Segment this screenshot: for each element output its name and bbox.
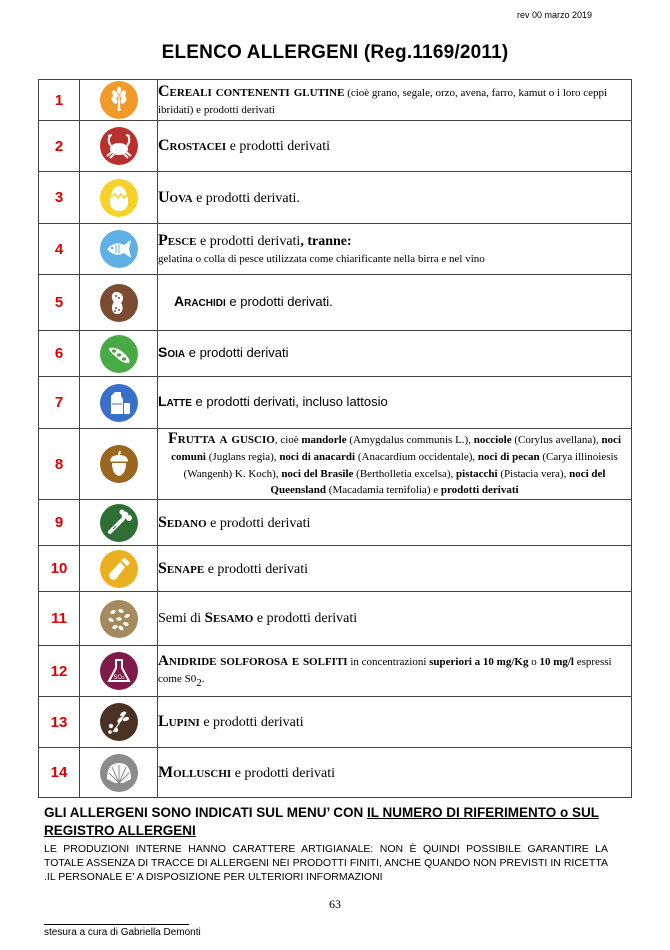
allergen-row-9 xyxy=(39,500,632,546)
revision-label: rev 00 marzo 2019 xyxy=(516,10,592,20)
allergen-description: Sedano e prodotti derivati xyxy=(158,500,632,546)
allergen-description: Latte e prodotti derivati, incluso lattosio xyxy=(158,377,632,429)
allergen-description: Molluschi e prodotti derivati xyxy=(158,748,632,798)
allergen-description: Senape e prodotti derivati xyxy=(158,546,632,592)
allergen-row-10 xyxy=(39,546,632,592)
allergen-row-4 xyxy=(39,224,632,275)
flask-icon xyxy=(99,651,139,691)
allergen-number: 8 xyxy=(39,429,80,500)
allergen-row-14 xyxy=(39,748,632,798)
lupin-icon xyxy=(99,702,139,742)
shell-icon xyxy=(99,753,139,793)
allergen-number: 1 xyxy=(39,80,80,121)
allergen-number: 10 xyxy=(39,546,80,592)
allergen-number: 12 xyxy=(39,646,80,697)
allergen-description: Lupini e prodotti derivati xyxy=(158,697,632,748)
allergen-row-8 xyxy=(39,429,632,500)
allergen-number: 11 xyxy=(39,592,80,646)
page-title: ELENCO ALLERGENI (Reg.1169/2011) xyxy=(161,42,509,63)
acorn-icon xyxy=(99,444,139,484)
allergen-row-3 xyxy=(39,172,632,224)
sulfite-detail: in concentrazioni superiori a 10 mg/Kg o 10 mg/l espressi come S0 xyxy=(158,656,612,686)
celery-icon xyxy=(99,503,139,543)
allergen-row-12 xyxy=(39,646,632,697)
allergen-number: 9 xyxy=(39,500,80,546)
allergen-row-11 xyxy=(39,592,632,646)
sesame-icon xyxy=(99,599,139,639)
mustard-icon xyxy=(99,549,139,589)
footer-disclaimer: LE PRODUZIONI INTERNE HANNO CARATTERE ARTIGIANALE: NON È QUINDI POSSIBILE GARANTIRE LA TOTALE ASSENZA DI TRACCE DI ALLERGENI NEI PRODOTTI FINITI, ANCHE QUANDO NON PREVISTI IN RICETTA .IL PERSONALE E’ A DISPOSIZIONE PER ULTERIORI INFORMAZIONI xyxy=(44,843,608,883)
allergen-description: Frutta a guscio, cioè mandorle (Amygdalus communis L.), nocciole (Corylus avellana), noci comuni (Juglans regia), noci di anacardi (Anacardium occidentale), noci di pecan (Carya illinoiesis (Wangenh) K. Koch), noci del Brasile (Bertholletia excelsa), pistacchi (Pistacia vera), noci del Queensland (Macadamia ternifolia) e prodotti derivati xyxy=(158,429,632,500)
soy-icon xyxy=(99,334,139,374)
allergen-number: 7 xyxy=(39,377,80,429)
milk-icon xyxy=(99,383,139,423)
allergen-number: 13 xyxy=(39,697,80,748)
page-number: 63 xyxy=(329,897,341,911)
fish-icon xyxy=(99,229,139,269)
allergen-table xyxy=(38,79,632,798)
allergen-number: 3 xyxy=(39,172,80,224)
allergen-description: Pesce e prodotti derivati, tranne: gelatina o colla di pesce utilizzata come chiarificante nella birra e nel vino xyxy=(158,224,632,275)
allergen-description: Cereali contenenti glutine (cioè grano, segale, orzo, avena, farro, kamut o i loro ceppi ibridati) e prodotti derivati xyxy=(158,80,632,121)
svg-text:SO₂: SO₂ xyxy=(113,674,124,682)
peanut-icon xyxy=(99,283,139,323)
allergen-number: 14 xyxy=(39,748,80,798)
egg-icon xyxy=(99,178,139,218)
nut-list: , cioè mandorle (Amygdalus communis L.), nocciole (Corylus avellana), noci comuni (Juglans regia), noci di anacardi (Anacardium occidentale), noci di pecan (Carya illinoiesis (Wangenh) K. Koch), noci del Brasile (Bertholletia excelsa), pistacchi (Pistacia vera), noci del Queensland (Macadamia ternifolia) e prodotti derivati xyxy=(171,434,621,497)
allergen-row-13 xyxy=(39,697,632,748)
footer-title: GLI ALLERGENI SONO INDICATI SUL MENU’ CON IL NUMERO DI RIFERIMENTO o SUL REGISTRO ALLERGENI xyxy=(44,805,600,838)
signature-divider xyxy=(44,924,189,925)
allergen-description: Arachidi e prodotti derivati. xyxy=(158,275,632,331)
crab-icon xyxy=(99,126,139,166)
allergen-number: 2 xyxy=(39,121,80,172)
allergen-row-2 xyxy=(39,121,632,172)
wheat-icon xyxy=(99,80,139,120)
allergen-number: 6 xyxy=(39,331,80,377)
allergen-row-5 xyxy=(39,275,632,331)
allergen-row-1 xyxy=(39,80,632,121)
allergen-description: Crostacei e prodotti derivati xyxy=(158,121,632,172)
allergen-description: Uova e prodotti derivati. xyxy=(158,172,632,224)
allergen-description: Anidride solforosa e solfiti in concentrazioni superiori a 10 mg/Kg o 10 mg/l espressi come $S0_2$. xyxy=(158,646,632,697)
author-signature: stesura a cura di Gabriella Demonti xyxy=(44,927,201,938)
allergen-row-7 xyxy=(39,377,632,429)
allergen-number: 5 xyxy=(39,275,80,331)
allergen-row-6 xyxy=(39,331,632,377)
allergen-number: 4 xyxy=(39,224,80,275)
allergen-description: Semi di Sesamo e prodotti derivati xyxy=(158,592,632,646)
allergen-description: Soia e prodotti derivati xyxy=(158,331,632,377)
